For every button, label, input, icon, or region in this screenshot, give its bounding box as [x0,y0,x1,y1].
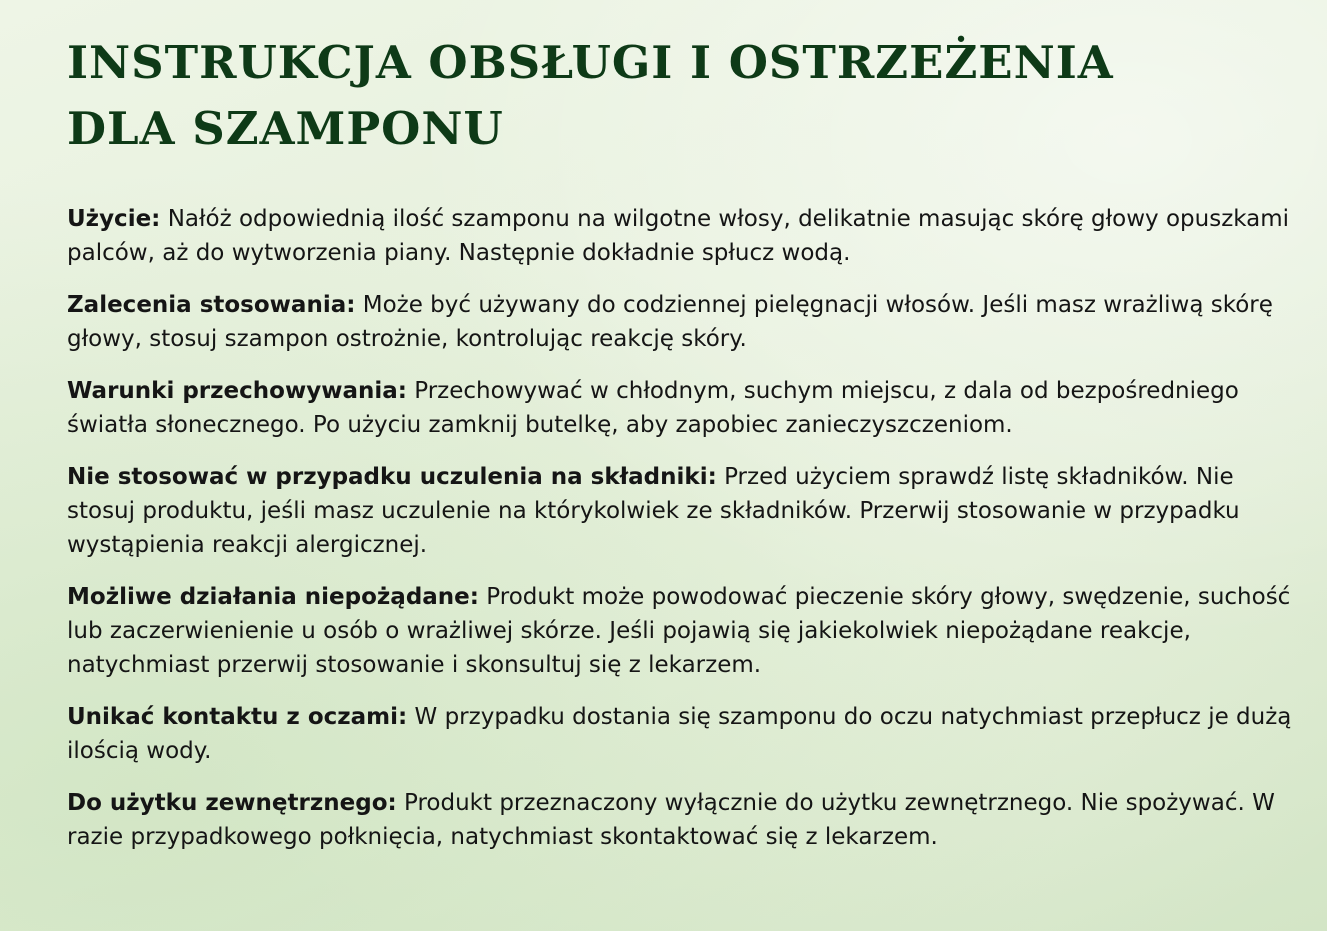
section-label: Warunki przechowywania: [67,378,407,404]
section-label: Do użytku zewnętrznego: [67,790,397,816]
section-text: Przed użyciem sprawdź listę składników. Nie stosuj produktu, jeśli masz uczulenie na którykolwiek ze składników. Przerwij stosowanie w przypadku wystąpienia reakcji alergicznej. [67,464,1240,558]
section-storage [67,374,1297,442]
section-label: Możliwe działania niepożądane: [67,584,479,610]
section-label: Unikać kontaktu z oczami: [67,704,408,730]
page-title [67,30,1297,162]
section-label: Użycie: [67,206,161,232]
title-line-2: DLA SZAMPONU [67,102,504,155]
section-side-effects [67,580,1297,682]
section-eye-contact [67,700,1297,768]
section-text: W przypadku dostania się szamponu do oczu natychmiast przepłucz je dużą ilością wody. [67,704,1292,764]
instruction-sheet [67,30,1297,872]
section-label: Nie stosować w przypadku uczulenia na składniki: [67,464,717,490]
section-recommendations [67,288,1297,356]
section-label: Zalecenia stosowania: [67,292,356,318]
section-usage [67,202,1297,270]
section-text: Może być używany do codziennej pielęgnacji włosów. Jeśli masz wrażliwą skórę głowy, stosuj szampon ostrożnie, kontrolując reakcję skóry. [67,292,1273,352]
section-text: Produkt przeznaczony wyłącznie do użytku zewnętrznego. Nie spożywać. W razie przypadkowego połknięcia, natychmiast skontaktować się z lekarzem. [67,790,1275,850]
section-allergy [67,460,1297,562]
section-text: Nałóż odpowiednią ilość szamponu na wilgotne włosy, delikatnie masując skórę głowy opuszkami palców, aż do wytworzenia piany. Następnie dokładnie spłucz wodą. [67,206,1290,266]
section-external-use [67,786,1297,854]
section-text: Przechowywać w chłodnym, suchym miejscu, z dala od bezpośredniego światła słonecznego. Po użyciu zamknij butelkę, aby zapobiec zanieczyszczeniom. [67,378,1239,438]
section-text: Produkt może powodować pieczenie skóry głowy, swędzenie, suchość lub zaczerwienienie u osób o wrażliwej skórze. Jeśli pojawią się jakiekolwiek niepożądane reakcje, natychmiast przerwij stosowanie i skonsultuj się z lekarzem. [67,584,1291,678]
title-line-1: INSTRUKCJA OBSŁUGI I OSTRZEŻENIA [67,36,1114,89]
